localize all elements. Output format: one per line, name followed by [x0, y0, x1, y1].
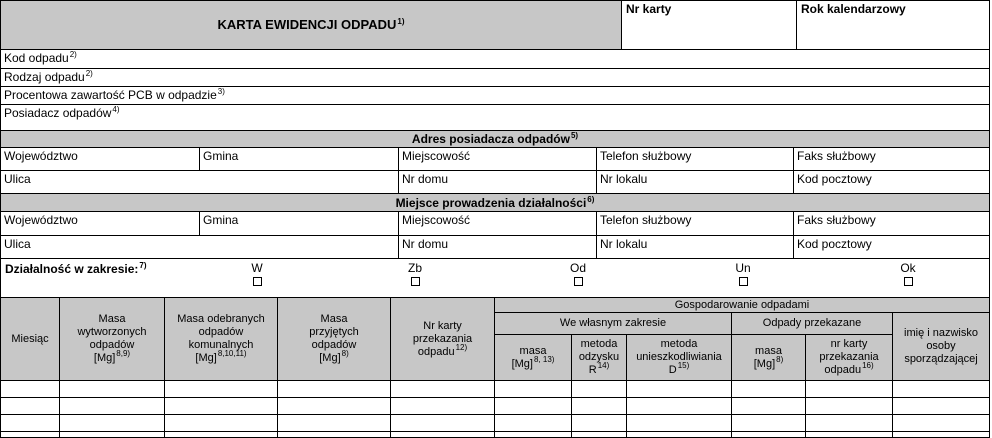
form-title: KARTA EWIDENCJI ODPADU$^{1)}$ [217, 16, 405, 32]
table-cell-collected-mass[interactable] [164, 397, 278, 415]
table-cell-received-mass[interactable] [277, 431, 391, 438]
business-locality-field[interactable] [398, 211, 597, 236]
business-commune-field[interactable] [199, 211, 399, 236]
holder-locality-field[interactable] [398, 147, 597, 171]
transfer-card-number-header [390, 297, 495, 381]
business-flat-number-label: Nr lokalu [600, 237, 648, 251]
disposal-method-line-2: unieszkodliwiania [636, 351, 722, 363]
activity-scope-row [0, 258, 990, 298]
activity-option-ok[interactable] [888, 261, 928, 289]
recovery-method-line-1: metoda [580, 338, 618, 350]
table-cell-transferred-mass[interactable] [731, 397, 806, 415]
transferred-mass-header [731, 334, 806, 381]
table-cell-month[interactable] [0, 397, 60, 415]
table-cell-disposal-method[interactable] [626, 397, 732, 415]
holder-voivodeship-field[interactable] [0, 147, 200, 171]
holder-address-title: Adres posiadacza odpadów$^{5)}$ [411, 131, 579, 146]
transfer-card-number-line-1: Nr karty [423, 319, 462, 332]
table-cell-own-mass[interactable] [494, 397, 572, 415]
waste-management-header [494, 297, 990, 313]
table-cell-preparer-name[interactable] [892, 380, 990, 398]
collected-mass-line-3: komunalnych [188, 339, 254, 351]
table-cell-recovery-method[interactable] [571, 380, 627, 398]
activity-option-zb[interactable] [395, 261, 435, 289]
preparer-name-line-3: sporządzającej [904, 353, 978, 365]
activity-option-zb-checkbox[interactable] [411, 277, 420, 286]
table-cell-transferred-card-number[interactable] [805, 380, 893, 398]
table-cell-own-mass[interactable] [494, 431, 572, 438]
table-cell-collected-mass[interactable] [164, 414, 278, 432]
activity-option-zb-label: Zb [407, 261, 422, 275]
holder-street-label: Ulica [4, 172, 31, 186]
table-cell-recovery-method[interactable] [571, 414, 627, 432]
waste-type-label: Rodzaj odpadu$^{2)}$ [4, 69, 93, 84]
produced-mass-line-2: wytworzonych [77, 326, 147, 338]
holder-house-number-label: Nr domu [402, 172, 449, 186]
activity-option-ok-checkbox[interactable] [904, 277, 913, 286]
collected-mass-line-1: Masa odebranych [177, 313, 265, 325]
own-mass-line-1: masa [519, 344, 547, 357]
activity-option-od-label: Od [569, 261, 586, 275]
received-mass-line-2: przyjętych [309, 326, 359, 338]
business-street-field[interactable] [0, 235, 399, 259]
holder-fax-label: Faks służbowy [797, 149, 876, 163]
business-phone-field[interactable] [596, 211, 794, 236]
table-cell-received-mass[interactable] [277, 397, 391, 415]
transferred-card-number-line-1: nr karty [830, 338, 868, 350]
holder-voivodeship-label: Województwo [4, 149, 78, 163]
produced-mass-line-3: odpadów [89, 339, 135, 351]
form-title-cell [0, 0, 622, 50]
own-scope-label: We własnym zakresie [559, 317, 667, 329]
holder-flat-number-label: Nr lokalu [600, 172, 648, 186]
table-cell-recovery-method[interactable] [571, 397, 627, 415]
table-cell-month[interactable] [0, 380, 60, 398]
holder-commune-label: Gmina [203, 149, 239, 163]
waste-code-label: Kod odpadu$^{2)}$ [4, 50, 77, 65]
table-cell-transferred-mass[interactable] [731, 414, 806, 432]
received-mass-line-1: Masa [320, 313, 348, 325]
own-mass-header [494, 334, 572, 381]
activity-option-od-checkbox[interactable] [574, 277, 583, 286]
business-fax-field[interactable] [793, 211, 990, 236]
own-scope-header [494, 312, 732, 335]
business-locality-label: Miejscowość [402, 213, 471, 227]
collected-mass-line-2: odpadów [198, 326, 244, 338]
table-cell-collected-mass[interactable] [164, 380, 278, 398]
business-place-header [0, 193, 990, 212]
holder-flat-number-field[interactable] [596, 170, 794, 194]
table-cell-month[interactable] [0, 414, 60, 432]
table-cell-transfer-card-number[interactable] [390, 380, 495, 398]
preparer-name-line-1: imię i nazwisko [904, 327, 978, 339]
table-cell-produced-mass[interactable] [59, 397, 165, 415]
holder-phone-label: Telefon służbowy [600, 149, 692, 163]
table-cell-transfer-card-number[interactable] [390, 397, 495, 415]
waste-holder-label: Posiadacz odpadów$^{4)}$ [4, 105, 120, 120]
table-cell-transferred-card-number[interactable] [805, 397, 893, 415]
business-street-label: Ulica [4, 237, 31, 251]
table-cell-own-mass[interactable] [494, 380, 572, 398]
table-cell-collected-mass[interactable] [164, 431, 278, 438]
holder-house-number-field[interactable] [398, 170, 597, 194]
activity-option-ok-label: Ok [900, 261, 916, 275]
holder-commune-field[interactable] [199, 147, 399, 171]
table-cell-month[interactable] [0, 431, 60, 438]
waste-management-label: Gospodarowanie odpadami [674, 298, 810, 311]
table-cell-received-mass[interactable] [277, 380, 391, 398]
received-mass-line-3: odpadów [311, 339, 357, 351]
transferred-card-number-line-2: przekazania [819, 351, 879, 363]
transfer-card-number-line-2: przekazania [412, 332, 473, 345]
table-cell-recovery-method[interactable] [571, 431, 627, 438]
own-mass-line-2: $[Mg]^{8, 13)}$ [511, 354, 555, 370]
preparer-name-line-2: osoby [926, 340, 956, 352]
transferred-card-number-line-3: odpadu$^{16)}$ [824, 361, 874, 376]
transferred-waste-label: Odpady przekazane [762, 317, 862, 329]
transferred-waste-header [731, 312, 893, 335]
table-cell-transferred-mass[interactable] [731, 431, 806, 438]
business-fax-label: Faks służbowy [797, 213, 876, 227]
disposal-method-line-1: metoda [660, 338, 698, 350]
business-house-number-label: Nr domu [402, 237, 449, 251]
activity-option-w[interactable] [237, 261, 277, 289]
table-cell-transfer-card-number[interactable] [390, 431, 495, 438]
transferred-card-number-header [805, 334, 893, 381]
table-cell-disposal-method[interactable] [626, 431, 732, 438]
business-voivodeship-field[interactable] [0, 211, 200, 236]
month-header [0, 297, 60, 381]
recovery-method-header [571, 334, 627, 381]
business-phone-label: Telefon służbowy [600, 213, 692, 227]
business-postal-code-label: Kod pocztowy [797, 237, 872, 251]
business-commune-label: Gmina [203, 213, 239, 227]
table-cell-preparer-name[interactable] [892, 414, 990, 432]
collected-mass-header [164, 297, 278, 381]
recovery-method-line-3: $R^{14)}$ [588, 361, 610, 376]
activity-option-w-checkbox[interactable] [253, 277, 262, 286]
business-house-number-field[interactable] [398, 235, 597, 259]
table-cell-produced-mass[interactable] [59, 380, 165, 398]
table-cell-transferred-card-number[interactable] [805, 431, 893, 438]
calendar-year-label: Rok kalendarzowy [801, 2, 906, 16]
transferred-mass-line-1: masa [755, 344, 782, 357]
table-cell-produced-mass[interactable] [59, 414, 165, 432]
card-number-field[interactable] [621, 0, 797, 50]
table-cell-preparer-name[interactable] [892, 431, 990, 438]
business-postal-code-field[interactable] [793, 235, 990, 259]
business-flat-number-field[interactable] [596, 235, 794, 259]
table-cell-transferred-card-number[interactable] [805, 414, 893, 432]
card-number-label: Nr karty [626, 2, 672, 16]
waste-holder-field[interactable] [0, 104, 990, 131]
table-cell-transfer-card-number[interactable] [390, 414, 495, 432]
table-cell-transferred-mass[interactable] [731, 380, 806, 398]
business-place-title: Miejsce prowadzenia działalności$^{6)}$ [395, 194, 595, 210]
holder-postal-code-label: Kod pocztowy [797, 172, 872, 186]
activity-scope-label: Działalność w zakresie:$^{7)}$ [5, 261, 147, 276]
produced-mass-line-1: Masa [98, 313, 126, 325]
table-cell-disposal-method[interactable] [626, 380, 732, 398]
table-cell-disposal-method[interactable] [626, 414, 732, 432]
preparer-name-header [892, 312, 990, 381]
holder-phone-field[interactable] [596, 147, 794, 171]
holder-postal-code-field[interactable] [793, 170, 990, 194]
disposal-method-header [626, 334, 732, 381]
table-cell-received-mass[interactable] [277, 414, 391, 432]
activity-option-w-label: W [251, 261, 263, 275]
business-voivodeship-label: Województwo [4, 213, 78, 227]
activity-option-un[interactable] [723, 261, 763, 289]
activity-option-od[interactable] [558, 261, 598, 289]
disposal-method-line-3: $D^{15)}$ [668, 361, 690, 376]
holder-street-field[interactable] [0, 170, 399, 194]
holder-fax-field[interactable] [793, 147, 990, 171]
activity-option-un-checkbox[interactable] [739, 277, 748, 286]
pcb-content-field[interactable] [0, 86, 990, 105]
received-mass-header [277, 297, 391, 381]
produced-mass-header [59, 297, 165, 381]
table-cell-produced-mass[interactable] [59, 431, 165, 438]
waste-code-field[interactable] [0, 49, 990, 69]
produced-mass-line-4: $[Mg]^{8,9)}$ [93, 349, 131, 364]
month-header-label: Miesiąc [11, 332, 49, 345]
collected-mass-line-4: $[Mg]^{8,10,11)}$ [195, 349, 247, 364]
table-cell-preparer-name[interactable] [892, 397, 990, 415]
table-cell-own-mass[interactable] [494, 414, 572, 432]
holder-address-header [0, 130, 990, 148]
holder-locality-label: Miejscowość [402, 149, 471, 163]
waste-type-field[interactable] [0, 68, 990, 87]
transfer-card-number-line-3: odpadu$^{12)}$ [417, 342, 468, 358]
received-mass-line-4: $[Mg]^{8)}$ [319, 349, 349, 364]
calendar-year-field[interactable] [796, 0, 990, 50]
transferred-mass-line-2: $[Mg]^{8)}$ [753, 354, 784, 370]
activity-option-un-label: Un [735, 261, 751, 275]
pcb-content-label: Procentowa zawartość PCB w odpadzie$^{3)}$ [4, 87, 225, 102]
recovery-method-line-2: odzysku [578, 351, 620, 363]
